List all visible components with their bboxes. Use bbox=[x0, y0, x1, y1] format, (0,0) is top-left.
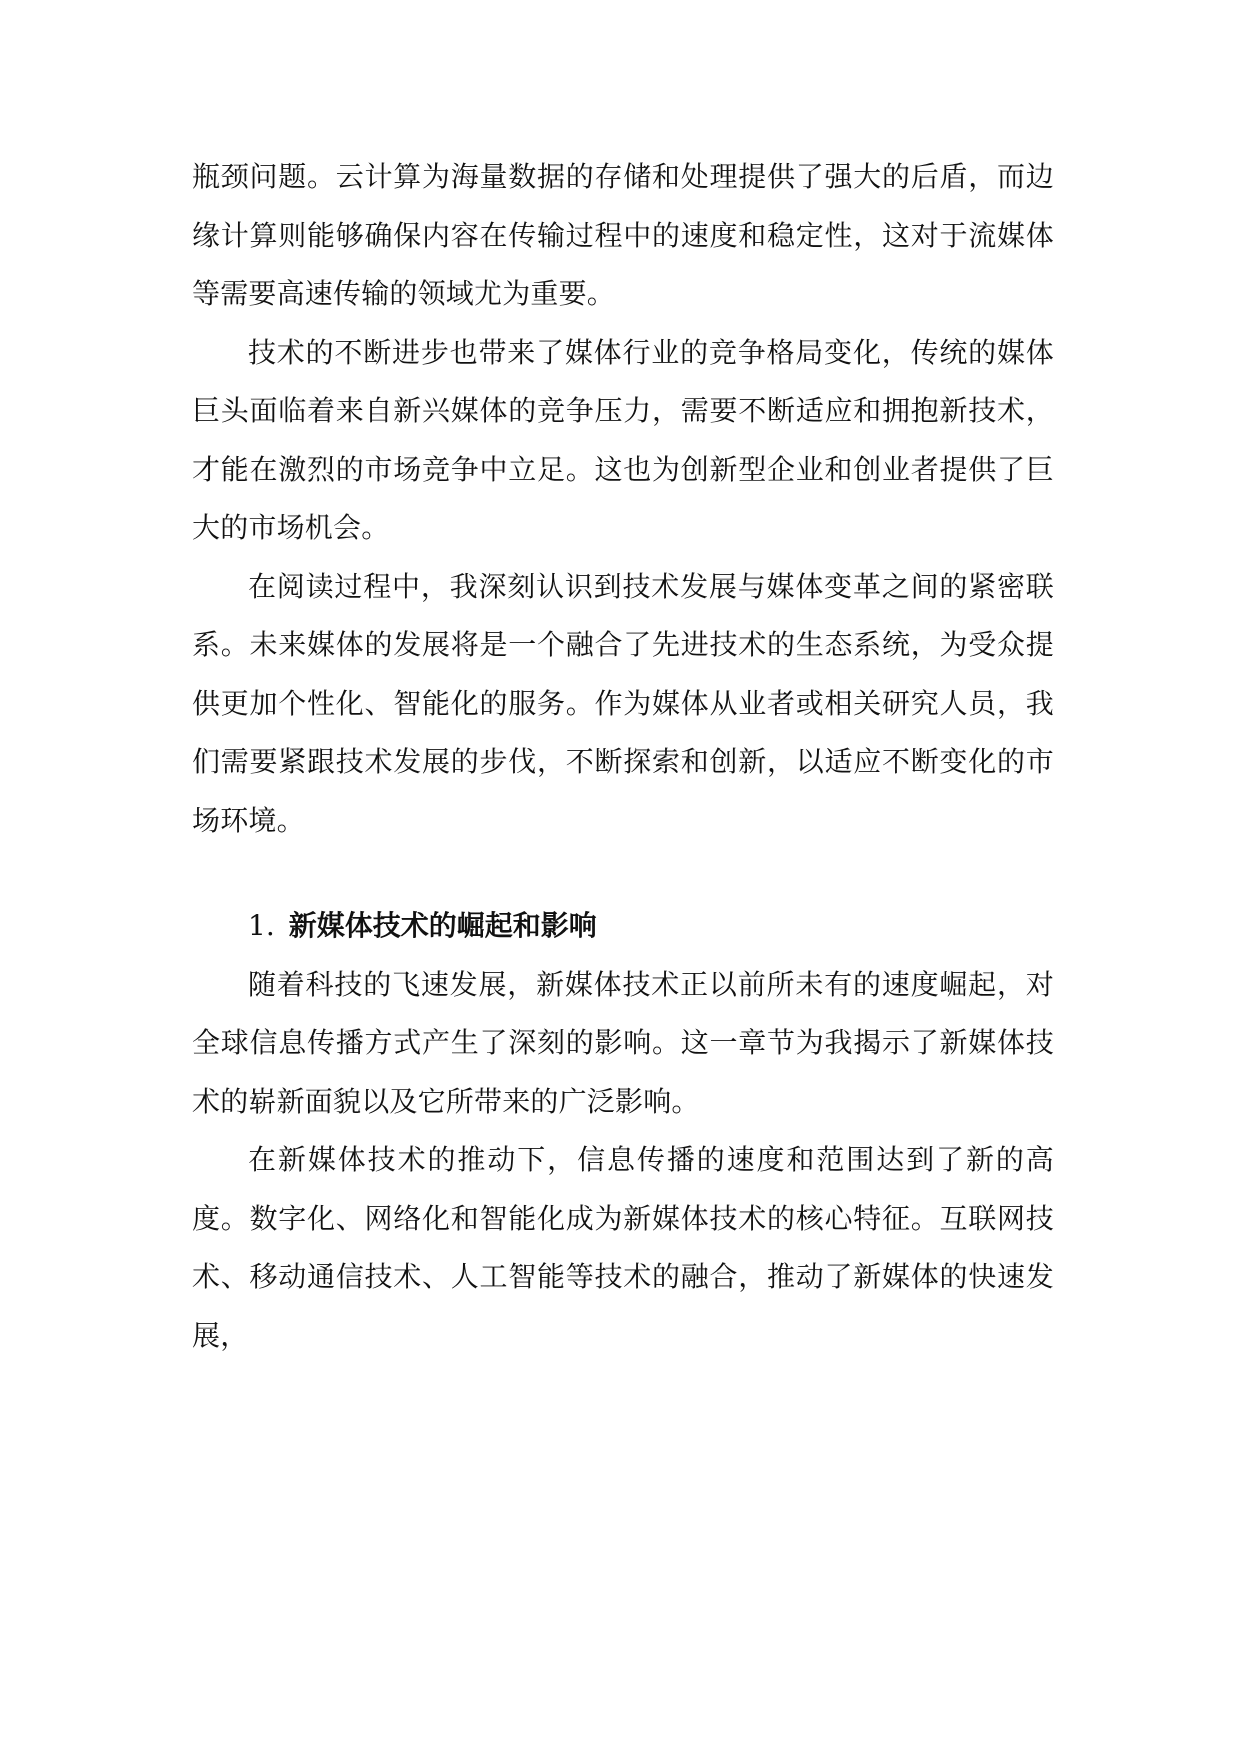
section-heading bbox=[192, 897, 1054, 956]
paragraph: 在新媒体技术的推动下，信息传播的速度和范围达到了新的高度。数字化、网络化和智能化成为新媒体技术的核心特征。互联网技术、移动通信技术、人工智能等技术的融合，推动了新媒体的快速发展， bbox=[192, 1143, 1054, 1352]
section-number: 1. bbox=[248, 909, 275, 942]
text-column bbox=[192, 148, 1054, 1365]
paragraph: 技术的不断进步也带来了媒体行业的竞争格局变化，传统的媒体巨头面临着来自新兴媒体的竞争压力，需要不断适应和拥抱新技术，才能在激烈的市场竞争中立足。这也为创新型企业和创业者提供了巨大的市场机会。 bbox=[192, 335, 1054, 544]
paragraph: 在阅读过程中，我深刻认识到技术发展与媒体变革之间的紧密联系。未来媒体的发展将是一个融合了先进技术的生态系统，为受众提供更加个性化、智能化的服务。作为媒体从业者或相关研究人员，我们需要紧跟技术发展的步伐，不断探索和创新，以适应不断变化的市场环境。 bbox=[192, 569, 1054, 837]
paragraph: 随着科技的飞速发展，新媒体技术正以前所未有的速度崛起，对全球信息传播方式产生了深刻的影响。这一章节为我揭示了新媒体技术的崭新面貌以及它所带来的广泛影响。 bbox=[192, 967, 1054, 1118]
section-title: 新媒体技术的崛起和影响 bbox=[288, 909, 597, 942]
paragraph-continued: 瓶颈问题。云计算为海量数据的存储和处理提供了强大的后盾，而边缘计算则能够确保内容在传输过程中的速度和稳定性，这对于流媒体等需要高速传输的领域尤为重要。 bbox=[192, 160, 1054, 310]
